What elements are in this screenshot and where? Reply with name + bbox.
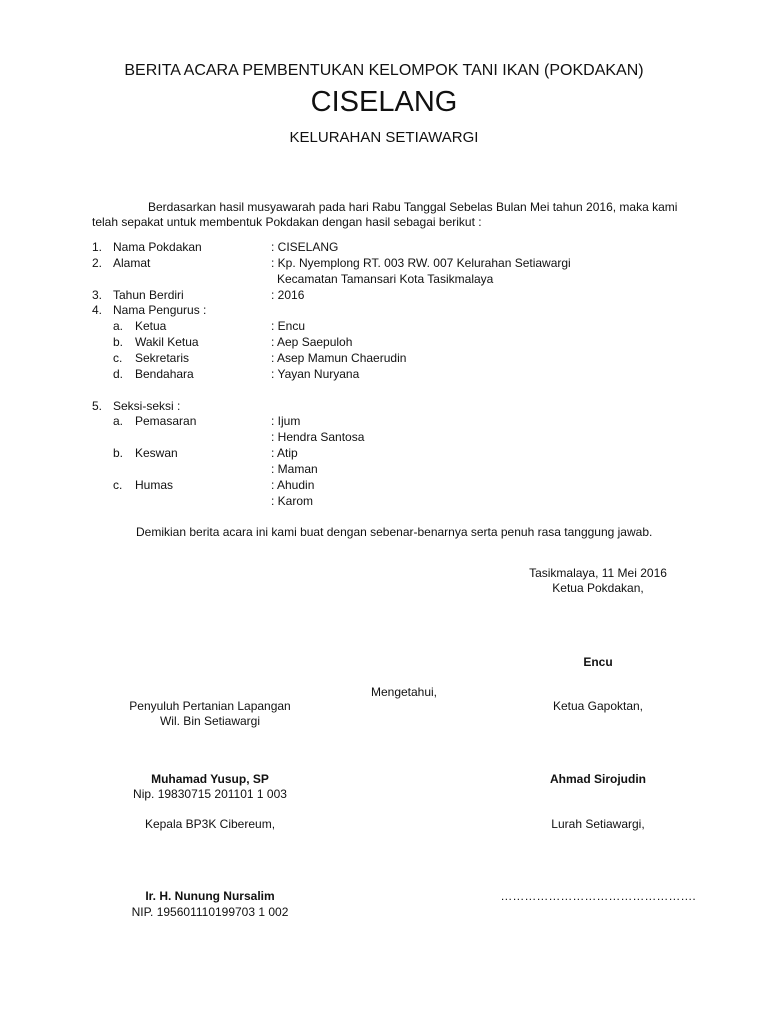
item-label-alamat: Alamat bbox=[113, 256, 151, 270]
item-value-alamat-line2: Kecamatan Tamansari Kota Tasikmalaya bbox=[277, 272, 494, 286]
closing-statement: Demikian berita acara ini kami buat dengan sebenar-benarnya serta penuh rasa tanggung jawab. bbox=[136, 525, 653, 539]
pengurus-letter: c. bbox=[113, 351, 123, 365]
penyuluh-name: Muhamad Yusup, SP bbox=[151, 772, 269, 786]
pengurus-label-wakil-ketua: Wakil Ketua bbox=[135, 335, 199, 349]
kepala-bp3k-nip: NIP. 195601110199703 1 002 bbox=[131, 905, 289, 919]
seksi-heading: Seksi-seksi : bbox=[113, 399, 181, 413]
pengurus-label-ketua: Ketua bbox=[135, 319, 167, 333]
item-value-nama-pokdakan: : CISELANG bbox=[271, 240, 339, 254]
item-number: 3. bbox=[92, 288, 103, 302]
ketua-pokdakan-name: Encu bbox=[583, 655, 613, 669]
pengurus-value-sekretaris: : Asep Mamun Chaerudin bbox=[271, 351, 407, 365]
document-title-kelurahan: KELURAHAN SETIAWARGI bbox=[289, 129, 479, 146]
kepala-bp3k-name: Ir. H. Nunung Nursalim bbox=[145, 889, 275, 903]
pengurus-letter: a. bbox=[113, 319, 124, 333]
seksi-value-humas-2: : Karom bbox=[271, 494, 314, 508]
lurah-signature-placeholder: …………………………………………. bbox=[500, 889, 696, 903]
intro-paragraph-line1: Berdasarkan hasil musyawarah pada hari Rabu Tanggal Sebelas Bulan Mei tahun 2016, maka kami bbox=[148, 200, 678, 214]
item-number: 5. bbox=[92, 399, 103, 413]
seksi-label-humas: Humas bbox=[135, 478, 174, 492]
seksi-label-keswan: Keswan bbox=[135, 446, 178, 460]
kepala-bp3k-title: Kepala BP3K Cibereum, bbox=[144, 817, 276, 831]
pengurus-value-wakil-ketua: : Aep Saepuloh bbox=[271, 335, 353, 349]
ketua-gapoktan-title: Ketua Gapoktan, bbox=[552, 699, 644, 713]
pengurus-value-ketua: : Encu bbox=[271, 319, 306, 333]
seksi-label-pemasaran: Pemasaran bbox=[135, 414, 197, 428]
seksi-letter: b. bbox=[113, 446, 124, 460]
lurah-title: Lurah Setiawargi, bbox=[551, 817, 645, 831]
document-title-pokdakan-name: CISELANG bbox=[310, 86, 458, 118]
intro-paragraph-line2: telah sepakat untuk membentuk Pokdakan dengan hasil sebagai berikut : bbox=[92, 215, 482, 229]
seksi-value-humas-1: : Ahudin bbox=[271, 478, 315, 492]
item-value-alamat: : Kp. Nyemplong RT. 003 RW. 007 Kelurahan Setiawargi bbox=[271, 256, 571, 270]
penyuluh-nip: Nip. 19830715 201101 1 003 bbox=[133, 787, 287, 801]
document-title-line1: BERITA ACARA PEMBENTUKAN KELOMPOK TANI IKAN (POKDAKAN) bbox=[124, 62, 644, 79]
seksi-letter: c. bbox=[113, 478, 123, 492]
ketua-gapoktan-name: Ahmad Sirojudin bbox=[550, 772, 646, 786]
pengurus-letter: b. bbox=[113, 335, 124, 349]
seksi-value-keswan-1: : Atip bbox=[271, 446, 298, 460]
item-label-tahun-berdiri: Tahun Berdiri bbox=[113, 288, 184, 302]
seksi-letter: a. bbox=[113, 414, 124, 428]
item-number: 4. bbox=[92, 303, 103, 317]
item-value-tahun-berdiri: : 2016 bbox=[271, 288, 305, 302]
item-number: 1. bbox=[92, 240, 103, 254]
pengurus-label-bendahara: Bendahara bbox=[135, 367, 194, 381]
mengetahui-label: Mengetahui, bbox=[370, 685, 438, 699]
item-label-nama-pengurus: Nama Pengurus : bbox=[113, 303, 207, 317]
item-label-nama-pokdakan: Nama Pokdakan bbox=[113, 240, 202, 254]
seksi-value-pemasaran-2: : Hendra Santosa bbox=[271, 430, 365, 444]
place-date: Tasikmalaya, 11 Mei 2016 bbox=[529, 566, 667, 580]
ketua-pokdakan-title: Ketua Pokdakan, bbox=[552, 581, 644, 595]
item-number: 2. bbox=[92, 256, 103, 270]
seksi-value-pemasaran-1: : Ijum bbox=[271, 414, 301, 428]
penyuluh-wilayah: Wil. Bin Setiawargi bbox=[159, 714, 261, 728]
pengurus-label-sekretaris: Sekretaris bbox=[135, 351, 190, 365]
penyuluh-title: Penyuluh Pertanian Lapangan bbox=[129, 699, 291, 713]
seksi-value-keswan-2: : Maman bbox=[271, 462, 318, 476]
pengurus-letter: d. bbox=[113, 367, 124, 381]
pengurus-value-bendahara: : Yayan Nuryana bbox=[271, 367, 360, 381]
